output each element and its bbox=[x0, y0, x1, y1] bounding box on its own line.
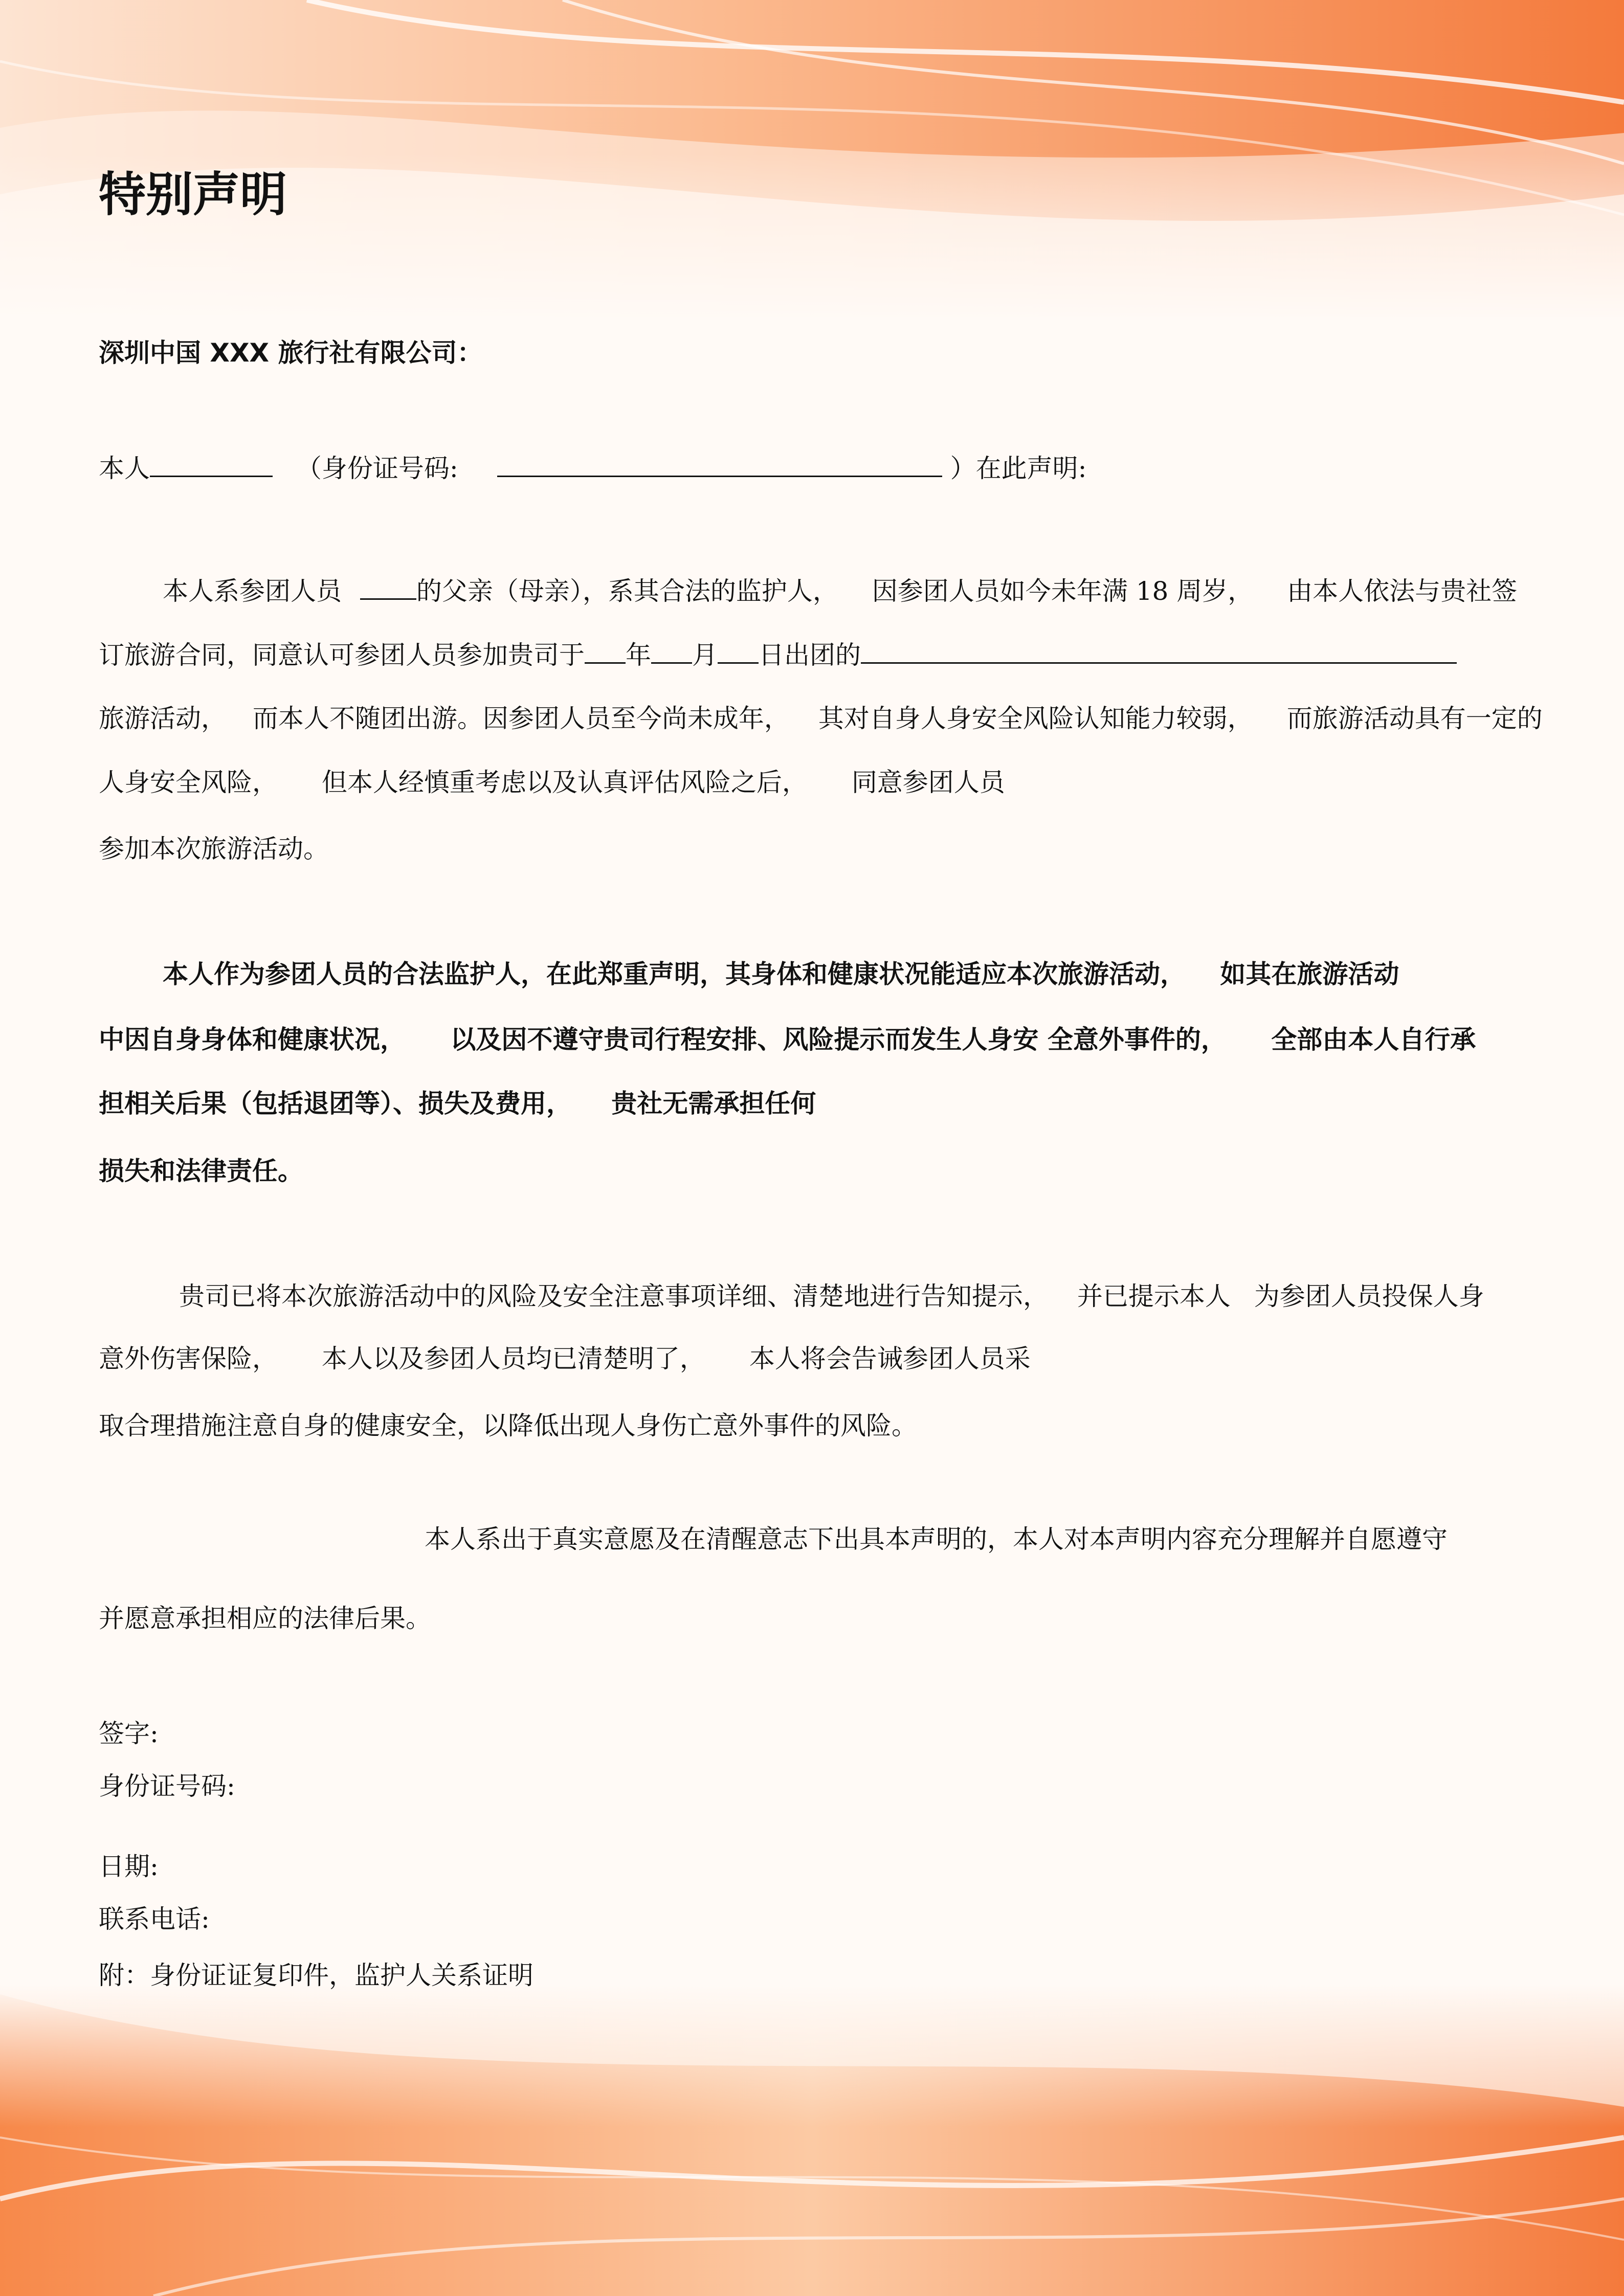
paragraph2-line3: 担相关后果（包括退团等）、损失及费用， 贵社无需承担任何 bbox=[99, 1089, 816, 1118]
paragraph2-line1: 本人作为参团人员的合法监护人，在此郑重声明，其身体和健康状况能适应本次旅游活动， 如其在旅游活动 bbox=[163, 959, 1399, 989]
destination-blank[interactable] bbox=[861, 642, 1457, 664]
id-number-blank[interactable] bbox=[497, 455, 942, 477]
paragraph4-line2: 并愿意承担相应的法律后果。 bbox=[99, 1604, 431, 1633]
page-title: 特别声明 bbox=[99, 167, 287, 222]
paragraph3-line1: 贵司已将本次旅游活动中的风险及安全注意事项详细、清楚地进行告知提示， 并已提示本人 为参团人员投保人身 bbox=[179, 1281, 1484, 1311]
paragraph4-line1: 本人系出于真实意愿及在清醒意志下出具本声明的，本人对本声明内容充分理解并自愿遵守 bbox=[425, 1524, 1448, 1554]
day-blank[interactable] bbox=[718, 642, 759, 664]
intro-line bbox=[99, 455, 1086, 481]
paragraph1-line3: 旅游活动， 而本人不随团出游。因参团人员至今尚未成年， 其对自身人身安全风险认知能力较弱， 而旅游活动具有一定的 bbox=[99, 704, 1543, 733]
phone-label: 联系电话: bbox=[99, 1904, 210, 1934]
attachment-note: 附：身份证证复印件，监护人关系证明 bbox=[99, 1961, 533, 1990]
signature-label: 签字: bbox=[99, 1719, 159, 1748]
paragraph1-line1: 本人系参团人员 的父亲（母亲），系其合法的监护人， 因参团人员如今未年满 18 周岁， 由本人依法与贵社签 bbox=[163, 576, 1518, 606]
intro-suffix: ）在此声明: bbox=[950, 454, 1087, 483]
year-blank[interactable] bbox=[585, 642, 626, 664]
name-blank[interactable] bbox=[150, 455, 273, 477]
addressee: 深圳中国 XXX 旅行社有限公司： bbox=[99, 338, 483, 368]
date-label: 日期: bbox=[99, 1852, 159, 1881]
paragraph3-line3: 取合理措施注意自身的健康安全，以降低出现人身伤亡意外事件的风险。 bbox=[99, 1411, 917, 1440]
month-blank[interactable] bbox=[651, 642, 692, 664]
intro-id-label: （身份证号码: bbox=[296, 454, 458, 483]
id-number-label: 身份证号码: bbox=[99, 1771, 235, 1801]
paragraph1-line5: 参加本次旅游活动。 bbox=[99, 834, 329, 864]
paragraph1-line2: 订旅游合同，同意认可参团人员参加贵司于 年 月 日出团的 bbox=[99, 642, 1457, 668]
paragraph2-line4: 损失和法律责任。 bbox=[99, 1156, 303, 1186]
participant-name-blank[interactable] bbox=[360, 578, 416, 600]
paragraph2-line2: 中因自身身体和健康状况， 以及因不遵守贵司行程安排、风险提示而发生人身安 全意外事件的， 全部由本人自行承 bbox=[99, 1025, 1476, 1054]
paragraph1-line4: 人身安全风险， 但本人经慎重考虑以及认真评估风险之后， 同意参团人员 bbox=[99, 768, 1005, 797]
paragraph3-line2: 意外伤害保险， 本人以及参团人员均已清楚明了， 本人将会告诫参团人员采 bbox=[99, 1344, 1031, 1374]
intro-prefix: 本人 bbox=[99, 454, 150, 483]
